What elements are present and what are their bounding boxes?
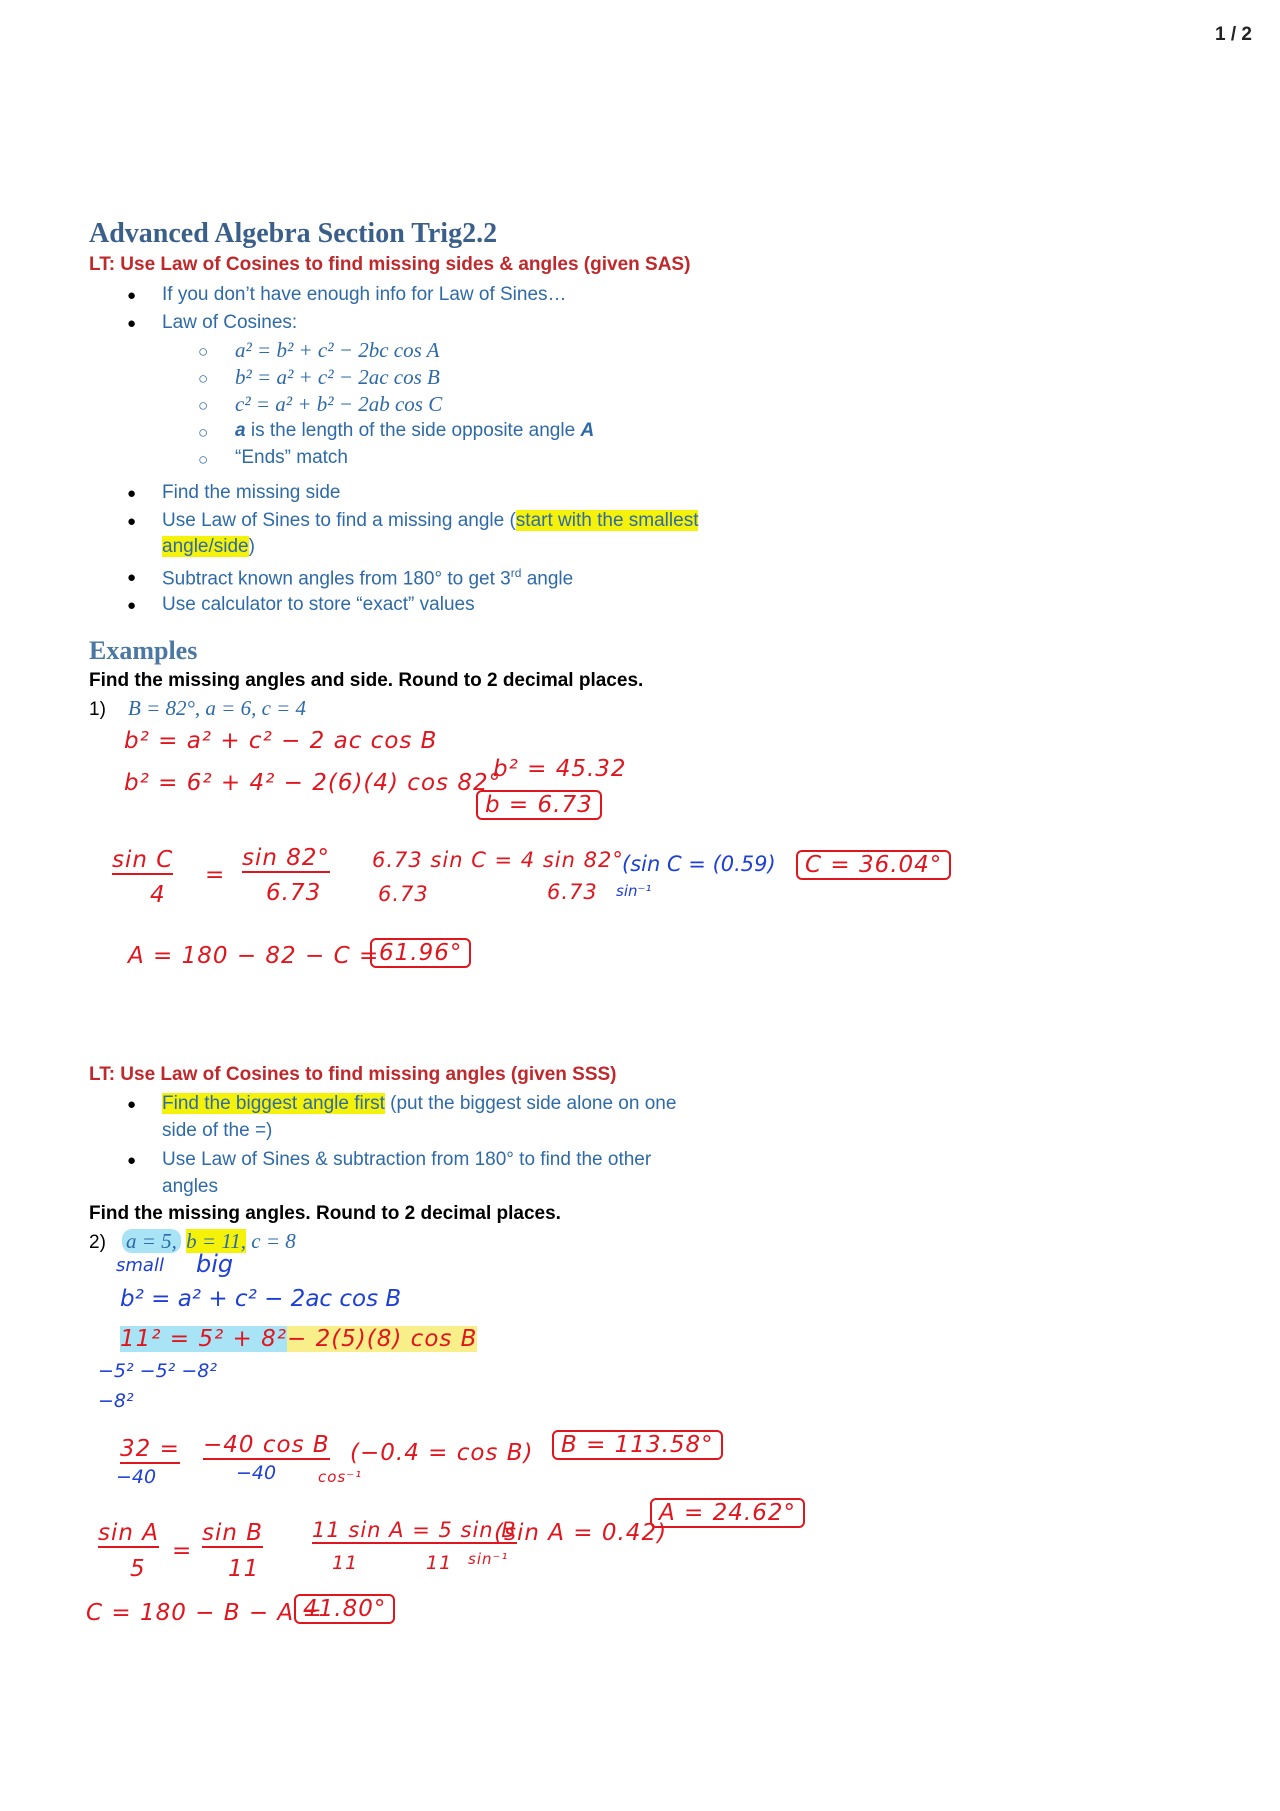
bullet-text-cont: angle/side) xyxy=(162,536,255,557)
hw-law-cosines-2: b² = a² + c² − 2ac cos B xyxy=(120,1286,402,1312)
circle-bullet-icon: ○ xyxy=(198,342,209,361)
hw-divide-right: 6.73 xyxy=(547,880,598,904)
bullet-text: If you don’t have enough info for Law of Sines… xyxy=(162,284,567,305)
problem-2-number: 2) xyxy=(89,1232,106,1253)
circle-bullet-icon: ○ xyxy=(198,450,209,469)
hw-sinB-num: sin B xyxy=(202,1520,264,1546)
hw-subtract-2: −8² xyxy=(98,1390,134,1412)
bullet-text: Use Law of Sines & subtraction from 180° to find the other xyxy=(162,1149,652,1170)
bullet-text-cont: angles xyxy=(162,1176,218,1197)
instructions-1: Find the missing angles and side. Round to 2 decimal places. xyxy=(89,670,644,691)
formula-c: c² = a² + b² − 2ab cos C xyxy=(235,392,443,416)
hw-substitution: b² = 6² + 4² − 2(6)(4) cos 82° xyxy=(124,770,502,796)
circle-bullet-icon: ○ xyxy=(198,423,209,442)
hw-sinC-den: 4 xyxy=(150,882,166,908)
bullet-text: Subtract known angles from 180° to get 3rd angle xyxy=(162,566,574,590)
page-title: Advanced Algebra Section Trig2.2 xyxy=(89,218,498,249)
hw-div-40-right: −40 xyxy=(236,1462,277,1484)
hw-cross-multiply: 6.73 sin C = 4 sin 82° xyxy=(372,848,624,872)
bullet-icon: ● xyxy=(127,485,137,502)
bullet-icon: ● xyxy=(127,1096,137,1113)
hw-sin82-den: 6.73 xyxy=(266,880,322,906)
circle-bullet-icon: ○ xyxy=(198,396,209,415)
hw-div-40-left: −40 xyxy=(116,1466,157,1488)
learning-target-1: LT: Use Law of Cosines to find missing sides & angles (given SAS) xyxy=(89,254,691,275)
hw-divide-left: 6.73 xyxy=(378,882,429,906)
hw-32: 32 = xyxy=(120,1436,180,1462)
bullet-icon: ● xyxy=(127,1152,137,1169)
hw-equals: = xyxy=(205,862,226,888)
bullet-text: Law of Cosines: xyxy=(162,312,298,333)
hw-sin82-num: sin 82° xyxy=(242,845,331,871)
hw-sinA-den: 5 xyxy=(130,1556,146,1582)
hw-answer-A2: A = 24.62° xyxy=(650,1498,805,1528)
problem-1-number: 1) xyxy=(89,699,106,720)
hw-sin-inverse-label-2: sin⁻¹ xyxy=(468,1550,509,1568)
bullet-icon: ● xyxy=(127,513,137,530)
instructions-2: Find the missing angles. Round to 2 decimal places. xyxy=(89,1203,561,1224)
bullet-text: Find the missing side xyxy=(162,482,341,503)
page-number: 1 / 2 xyxy=(1215,24,1252,45)
bullet-icon: ● xyxy=(127,287,137,304)
bullet-text: Use Law of Sines to find a missing angle (start with the smallest xyxy=(162,510,699,531)
hw-subtract: −5² −5² −8² xyxy=(98,1360,217,1382)
hw-find-C: C = 180 − B − A = xyxy=(86,1600,323,1626)
hw-sinC-num: sin C xyxy=(112,847,174,873)
side-opposite-note: a is the length of the side opposite angle A xyxy=(235,420,595,441)
bullet-icon: ● xyxy=(127,597,137,614)
hw-answer-C2: 41.80° xyxy=(294,1594,395,1624)
hw-sin-inverse-label: sin⁻¹ xyxy=(616,882,652,900)
bullet-text-cont: side of the =) xyxy=(162,1120,273,1141)
bullet-icon: ● xyxy=(127,315,137,332)
bullet-icon: ● xyxy=(127,569,137,586)
hw-answer-C: C = 36.04° xyxy=(796,850,951,880)
examples-heading: Examples xyxy=(89,636,198,665)
hw-sub-2: 11² = 5² + 8²− 2(5)(8) cos B xyxy=(120,1326,478,1352)
hw-answer-B: B = 113.58° xyxy=(552,1430,723,1460)
hw-sinA-num: sin A xyxy=(98,1520,159,1546)
hw-inverse-sin: (sin C = (0.59) xyxy=(622,852,776,876)
hw-cos-inverse-label: cos⁻¹ xyxy=(318,1468,363,1486)
hw-equals-2: = xyxy=(172,1538,193,1564)
learning-target-2: LT: Use Law of Cosines to find missing angles (given SSS) xyxy=(89,1064,617,1085)
hw-b-squared: b² = 45.32 xyxy=(493,756,627,782)
ends-match-note: “Ends” match xyxy=(235,447,348,468)
hw-small-label: small xyxy=(116,1255,164,1276)
hw-div-11-right: 11 xyxy=(426,1552,453,1574)
problem-2-given: a = 5, b = 11, c = 8 xyxy=(122,1229,296,1254)
hw-div-11-left: 11 xyxy=(332,1552,359,1574)
bullet-text: Find the biggest angle first (put the biggest side alone on one xyxy=(162,1093,677,1114)
circle-bullet-icon: ○ xyxy=(198,369,209,388)
hw-law-of-cosines: b² = a² + c² − 2 ac cos B xyxy=(124,728,438,754)
hw-big-label: big xyxy=(196,1250,234,1278)
hw-find-A: A = 180 − 82 − C = xyxy=(128,943,380,969)
hw-cross-multiply-2: 11 sin A = 5 sin B xyxy=(312,1518,517,1542)
hw-sinA-value: (sin A = 0.42) xyxy=(494,1520,668,1546)
hw-sinB-den: 11 xyxy=(228,1556,260,1582)
hw-answer-b: b = 6.73 xyxy=(476,790,602,820)
hw-answer-A: 61.96° xyxy=(370,938,471,968)
formula-a: a² = b² + c² − 2bc cos A xyxy=(235,338,440,362)
hw-cosB-value: (−0.4 = cos B) xyxy=(350,1440,534,1466)
formula-b: b² = a² + c² − 2ac cos B xyxy=(235,365,440,389)
problem-1-given: B = 82°, a = 6, c = 4 xyxy=(128,696,307,720)
bullet-text: Use calculator to store “exact” values xyxy=(162,594,475,615)
hw-40cosB: −40 cos B xyxy=(203,1432,330,1458)
